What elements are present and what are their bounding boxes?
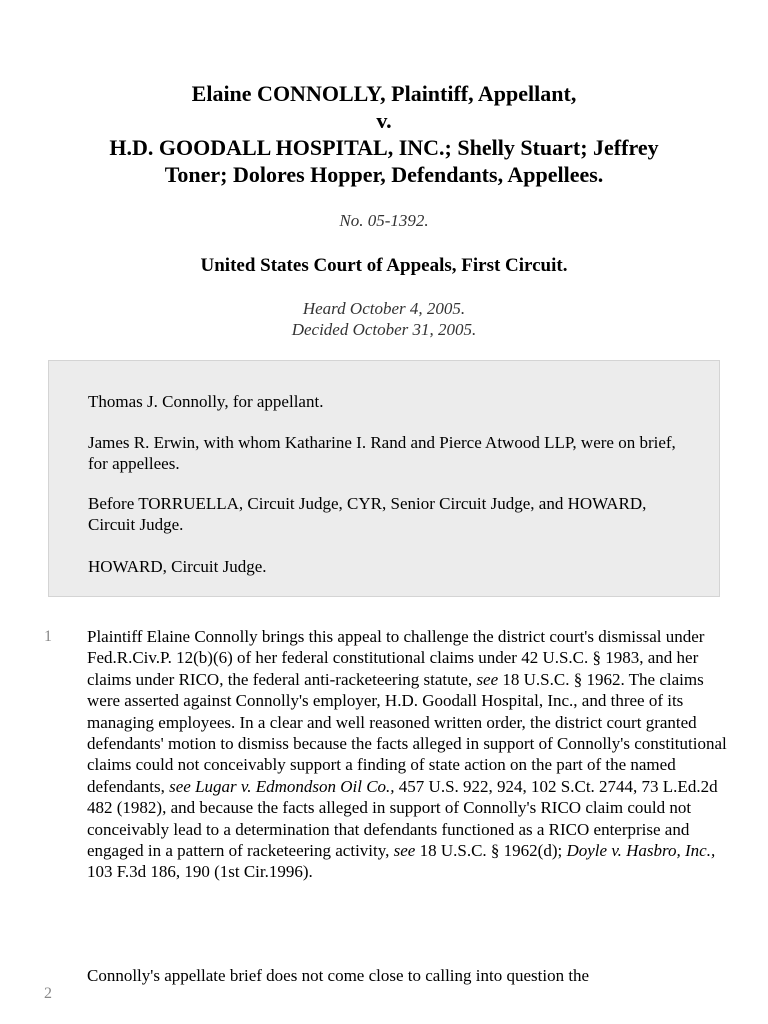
counsel-appellees: James R. Erwin, with whom Katharine I. Rand and Pierce Atwood LLP, were on brief, for appellees.: [88, 433, 676, 473]
caption-defendants-line2: Toner; Dolores Hopper, Defendants, Appellees.: [164, 162, 604, 187]
counsel-box: [48, 360, 720, 597]
caption-defendants-line1: H.D. GOODALL HOSPITAL, INC.; Shelly Stuart; Jeffrey: [109, 135, 659, 160]
paragraph-text: 457 U.S. 922, 924, 102 S.Ct. 2744, 73 L.Ed.2d 482 (1982), and because the facts alleged in support of Connolly's RICO claim could not conceivably lead to a determination that defendants functioned as a RICO enterprise and engaged in a pattern of racketeering activity,: [87, 776, 718, 861]
paragraph-text: Plaintiff Elaine Connolly brings this appeal to challenge the district court's dismissal under Fed.R.Civ.P. 12(b)(6) of her federal constitutional claims under 42 U.S.C. § 1983, and her claims under RICO, the federal anti-racketeering statute,: [87, 627, 705, 689]
opinion-paragraph: [87, 626, 727, 883]
decided-date: Decided October 31, 2005.: [291, 320, 477, 339]
paragraph-text: 18 U.S.C. § 1962(d);: [415, 841, 567, 861]
court-name: United States Court of Appeals, First Circuit.: [200, 255, 568, 276]
paragraph-number: 1: [44, 628, 52, 645]
opinion-paragraph: Connolly's appellate brief does not come close to calling into question the: [87, 966, 590, 985]
case-citation: see Lugar v. Edmondson Oil Co.,: [169, 776, 395, 796]
heard-date: Heard October 4, 2005.: [302, 299, 466, 318]
counsel-appellant: Thomas J. Connolly, for appellant.: [88, 392, 324, 411]
case-citation: Doyle v. Hasbro, Inc.,: [566, 841, 716, 861]
case-caption: [0, 80, 768, 188]
docket-number: No. 05-1392.: [339, 211, 429, 230]
paragraph-text: 103 F.3d 186, 190 (1st Cir.1996).: [87, 862, 313, 882]
citation-signal: see: [476, 669, 499, 689]
paragraph-number: 2: [44, 985, 52, 1002]
case-dates: [0, 298, 768, 340]
paragraph-text: 18 U.S.C. § 1962. The claims were asserted against Connolly's employer, H.D. Goodall Hospital, Inc., and three of its managing employees. In a clear and well reasoned written order, the district court granted defendants' motion to dismiss because the facts alleged in support of Connolly's constitutional claims could not conceivably support a finding of state action on the part of the named defendants,: [87, 669, 727, 796]
caption-plaintiff: Elaine CONNOLLY, Plaintiff, Appellant,: [191, 81, 577, 106]
opinion-author: HOWARD, Circuit Judge.: [88, 557, 267, 576]
caption-versus: v.: [376, 108, 392, 133]
panel-judges: Before TORRUELLA, Circuit Judge, CYR, Senior Circuit Judge, and HOWARD, Circuit Judge.: [88, 494, 647, 534]
citation-signal: see: [393, 841, 416, 861]
